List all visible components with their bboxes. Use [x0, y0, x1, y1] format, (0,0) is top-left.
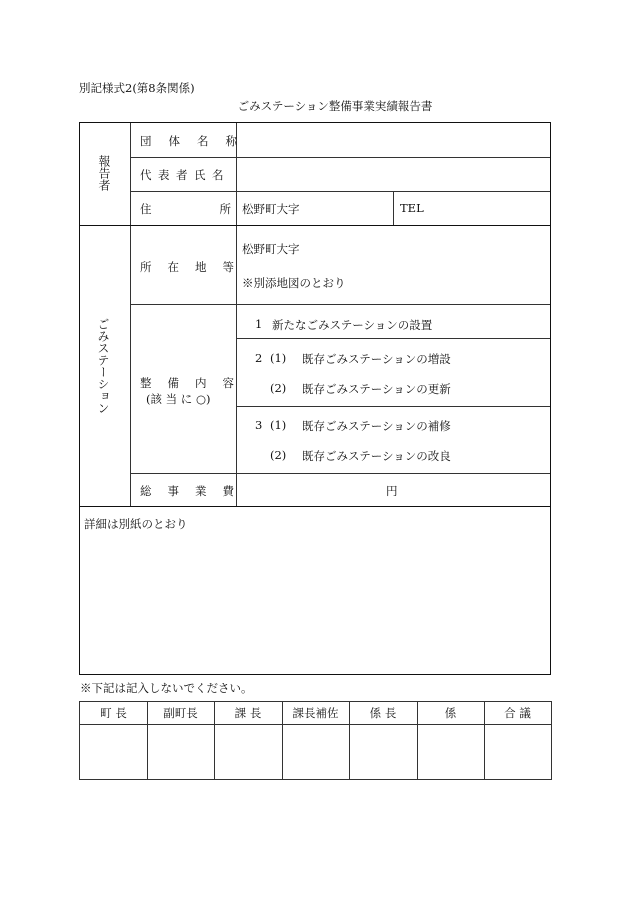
approval-header-mayor: 町 長: [100, 706, 127, 720]
approval-stamp-consultation[interactable]: [484, 725, 551, 779]
total-cost-unit[interactable]: 円: [386, 484, 398, 498]
item-3b-text[interactable]: 既存ごみステーションの改良: [302, 449, 451, 463]
address-value[interactable]: 松野町大字: [242, 202, 300, 216]
item-3b-sub: (2): [270, 448, 287, 462]
report-table: [79, 122, 551, 675]
item-3-number: 3: [255, 418, 263, 432]
content-sub-label: (該 当 に ○): [146, 392, 211, 406]
approval-header-staff: 係: [444, 706, 457, 720]
document-title: ごみステーション整備事業実績報告書: [237, 99, 433, 113]
tel-label[interactable]: TEL: [400, 201, 424, 215]
approval-header-subsection-chief: 係 長: [369, 706, 397, 720]
org-name-field[interactable]: [240, 125, 546, 155]
location-note: ※別添地図のとおり: [242, 276, 346, 290]
approval-header-section-chief: 課 長: [234, 706, 262, 720]
item-1-text[interactable]: 新たなごみステーションの設置: [272, 318, 433, 332]
approval-header-consultation: 合 議: [504, 706, 531, 720]
rep-name-field[interactable]: [240, 159, 546, 189]
approval-stamp-subsection-chief[interactable]: [349, 725, 417, 779]
approval-table: [79, 701, 552, 780]
approval-header-assistant-chief: 課長補佐: [292, 706, 339, 720]
item-1-number: 1: [255, 317, 263, 331]
total-cost-label: 総事業費: [140, 484, 250, 498]
location-value[interactable]: 松野町大字: [242, 242, 300, 256]
address-label-char-1: 住: [140, 202, 152, 216]
approval-stamp-mayor[interactable]: [80, 725, 147, 779]
item-2-number: 2: [255, 351, 263, 365]
item-2b-sub: (2): [270, 381, 287, 395]
item-2a-text[interactable]: 既存ごみステーションの増設: [302, 352, 451, 366]
office-use-note: ※下記は記入しないでください。: [80, 681, 253, 695]
address-label: [140, 201, 231, 217]
approval-stamp-assistant-chief[interactable]: [282, 725, 349, 779]
item-2b-text[interactable]: 既存ごみステーションの更新: [302, 382, 451, 396]
org-name-label-text: 団体名称: [140, 134, 254, 148]
org-name-label: [140, 133, 254, 149]
rep-name-label: 代表者氏名: [140, 168, 230, 182]
approval-header-deputy-mayor: 副町長: [163, 706, 198, 720]
address-label-char-2: 所: [219, 202, 231, 216]
item-3a-text[interactable]: 既存ごみステーションの補修: [302, 419, 451, 433]
form-number: 別記様式2(第8条関係): [79, 81, 195, 95]
approval-stamp-section-chief[interactable]: [214, 725, 282, 779]
item-2a-sub: (1): [270, 351, 287, 365]
station-group-label: ごみステーション: [96, 318, 110, 414]
approval-stamp-deputy-mayor[interactable]: [147, 725, 214, 779]
item-3a-sub: (1): [270, 418, 287, 432]
approval-stamp-staff[interactable]: [417, 725, 484, 779]
content-label: 整備内容: [140, 376, 250, 390]
reporter-group-label: 報告者: [97, 155, 111, 191]
location-label: 所在地等: [140, 260, 250, 274]
details-text[interactable]: 詳細は別紙のとおり: [84, 517, 188, 531]
